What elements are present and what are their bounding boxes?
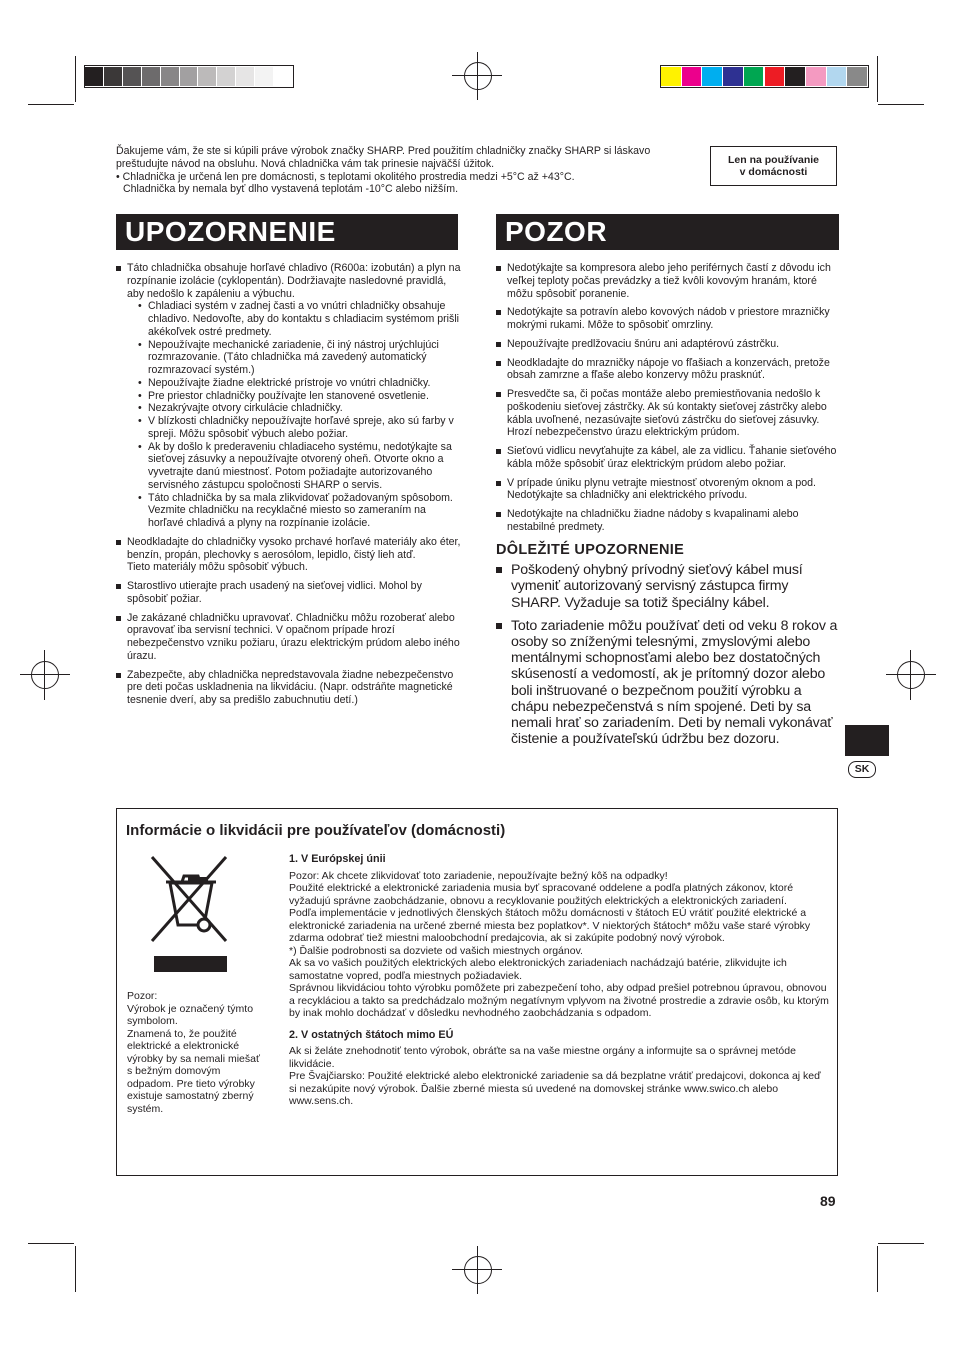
warning-subitem: • Ak by došlo k prederaveniu chladiaceho systému, nedotýkajte sa sieťovej zásuvky a nepoužívajte otvorený oheň. Otvorte okno a vyvetrajte danú miestnosť. Potom požiadajte autorizovaného servisného zástupcu spoločnosti SHARP o servis. bbox=[137, 441, 461, 492]
registration-line bbox=[44, 650, 45, 700]
crop-mark bbox=[877, 1246, 878, 1292]
crop-mark bbox=[877, 56, 878, 102]
caution-item: Presvedčte sa, či počas montáže alebo premiestňovania nedošlo k poškodeniu sieťovej zástrčky. Ak sú kontakty sieťovej zástrčky alebo kábla uvoľnené, nezasúvajte sieťovú zástrčku do sieťovej zásuvky. Hrozí nebezpečenstvo úrazu elektrickým prúdom. bbox=[496, 388, 838, 439]
other-paragraph: Pre Švajčiarsko: Použité elektrické alebo elektronické zariadenie sa dá bezplatne vrátiť predajcovi, dokonca aj keď si nezakúpite nový výrobok. Ďalšie zberné miesta sú uvedené na domovskej stránke www.swico.ch alebo www.sens.ch. bbox=[289, 1070, 821, 1107]
color-swatch bbox=[765, 67, 786, 86]
warning-item: Zabezpečte, aby chladnička nepredstavovala žiadne nebezpečenstvo pre deti počas uskladnenia na likvidáciu. (Napr. odstráňte magnetické tesnenie dverí, aby sa predišlo zabuchnutiu detí.) bbox=[116, 669, 461, 707]
color-swatch bbox=[104, 67, 123, 86]
warning-heading: UPOZORNENIE bbox=[116, 214, 458, 250]
registration-mark-left bbox=[31, 661, 59, 689]
caution-item: Neodkladajte do mrazničky nápoje vo fľašiach a konzervách, pretože obsah zamrzne a fľaše alebo konzervy môžu prasknúť. bbox=[496, 357, 838, 383]
caution-item: Nepoužívajte predlžovaciu šnúru ani adaptérovú zástrčku. bbox=[496, 338, 838, 351]
warning-item-text: Tieto materiály môžu spôsobiť výbuch. bbox=[127, 561, 308, 574]
warning-item-text: Táto chladnička obsahuje horľavé chladivo (R600a: izobután) a plyn na rozpínanie izolácie (cyklopentán). Dodržiavajte nasledovné pravidlá, aby nedošlo k zapáleniu a výbuchu. bbox=[127, 262, 461, 300]
crossed-bin-icon bbox=[148, 853, 230, 975]
warning-item: Starostlivo utierajte prach usadený na sieťovej vidlici. Mohol by spôsobiť požiar. bbox=[116, 580, 461, 606]
color-swatch bbox=[661, 67, 682, 86]
page-number: 89 bbox=[820, 1193, 836, 1209]
warning-item-text: Neodkladajte do chladničky vysoko prchavé horľavé materiály ako éter, benzín, propán, plechovky s aerosólom, lepidlo, čistý lieh atď. bbox=[127, 535, 461, 561]
caution-item: V prípade úniku plynu vetrajte miestnosť otvoreným oknom a pod. Nedotýkajte sa chladničky ani elektrického prívodu. bbox=[496, 477, 838, 503]
registration-line bbox=[477, 52, 478, 100]
color-swatch bbox=[180, 67, 199, 86]
language-badge: SK bbox=[848, 761, 876, 778]
note-line: Znamená to, že použité elektrické a elektronické výrobky by sa nemali miešať s bežným domovým odpadom. Pre tieto výrobky existuje samostatný zberný systém. bbox=[127, 1027, 260, 1115]
warning-subitem: • Táto chladnička by sa mala zlikvidovať požadovaným spôsobom. Vezmite chladničku na recyklačné miesto so zameraním na horľavé chladivá a plyny na rozpínanie izolácie. bbox=[137, 492, 461, 530]
eu-paragraph: Použité elektrické a elektronické zariadenia musia byť spracované oddelene a podľa platných zákonov, ktoré vyžadujú správne zaobchádzanie, obnovu a recyklovanie použitých elektrických a elektronických zariadení. bbox=[289, 882, 794, 907]
color-swatch bbox=[85, 67, 104, 86]
color-swatch bbox=[161, 67, 180, 86]
registration-line bbox=[20, 674, 70, 675]
intro-line: Ďakujeme vám, že ste si kúpili práve výrobok značky SHARP. Pred použitím chladničky značky SHARP si láskavo preštudujte návod na obsluhu. Nová chladnička vám tak prinesie najväčší úžitok. bbox=[116, 145, 651, 170]
color-swatch bbox=[123, 67, 142, 86]
disposal-note bbox=[127, 990, 265, 1115]
other-heading: 2. V ostatných štátoch mimo EÚ bbox=[289, 1028, 454, 1041]
disposal-text bbox=[289, 853, 829, 1108]
other-paragraph: Ak si želáte znehodnotiť tento výrobok, obráťte sa na vaše miestne orgány a informujte sa o správnej metóde likvidácie. bbox=[289, 1045, 796, 1070]
color-swatch bbox=[827, 67, 848, 86]
crop-mark bbox=[878, 104, 924, 105]
warning-item bbox=[116, 536, 461, 574]
caution-item: Nedotýkajte sa potravín alebo kovových nádob v priestore mrazničky mokrými rukami. Môže to spôsobiť omrzliny. bbox=[496, 306, 838, 332]
crop-mark bbox=[28, 1243, 74, 1244]
important-item: Toto zariadenie môžu používať deti od veku 8 rokov a osoby so zníženými telesnými, zmyslovými alebo mentálnymi schopnosťami alebo bez dostatočných skúseností a vedomostí, ak je prítomný dozor alebo boli inštruované o bezpečnom použití výrobku a chápu nebezpečenstvá s ním spojené. Deti by sa nemali hrať so zariadením. Deti by nemali vykonávať čistenie a používateľskú údržbu bez dozoru. bbox=[496, 618, 838, 748]
eu-heading: 1. V Európskej únii bbox=[289, 853, 386, 865]
intro-line: • Chladnička je určená len pre domácnosti, s teplotami okolitého prostredia medzi +5°C až +43°C. bbox=[116, 170, 575, 183]
registration-line bbox=[886, 674, 936, 675]
home-use-label bbox=[710, 146, 837, 186]
intro-line: Chladnička by nemala byť dlho vystavená teplotám -10°C alebo nižším. bbox=[123, 183, 459, 196]
warning-subitem: • Nezakrývajte otvory cirkulácie chladničky. bbox=[137, 402, 461, 415]
color-swatch bbox=[785, 67, 806, 86]
eu-paragraph: Pozor: Ak chcete zlikvidovať toto zariadenie, nepoužívajte bežný kôš na odpadky! bbox=[289, 869, 668, 882]
warning-subitem: • Nepoužívajte mechanické zariadenie, či iný nástroj urýchlujúci rozmrazovanie. (Táto chladnička má zavedený automatický rozmrazovací systém.) bbox=[137, 339, 461, 377]
caution-heading: POZOR bbox=[496, 214, 839, 250]
caution-item: Nedotýkajte sa kompresora alebo jeho periférnych častí z dôvodu ich veľkej teploty počas prevádzky a tiež kvôli kovovým hranám, ktoré môžu spôsobiť poranenie. bbox=[496, 262, 838, 300]
crop-mark bbox=[878, 1243, 924, 1244]
home-use-line: Len na používanie bbox=[727, 154, 819, 166]
important-item: Poškodený ohybný prívodný sieťový kábel musí vymeniť autorizovaný servisný zástupca firmy SHARP. Vyžaduje sa totiž špeciálny kábel. bbox=[496, 562, 838, 611]
color-swatch bbox=[217, 67, 236, 86]
important-heading: DÔLEŽITÉ UPOZORNENIE bbox=[496, 541, 685, 558]
crop-mark bbox=[75, 1246, 76, 1292]
warning-item bbox=[116, 262, 461, 530]
eu-paragraph: Podľa implementácie v jednotlivých členských štátoch môžu domácnosti v štátoch EÚ vrátiť použité elektrické a elektronické zariadenia na určené zberné miesta bez poplatkov*. V niektorých štátoch* môžu vaše staré výrobky zdarma odobrať tiež miestni maloobchodní predajcovia, ak si zakúpite podobný nový výrobok. bbox=[289, 907, 811, 944]
disposal-title: Informácie o likvidácii pre používateľov (domácnosti) bbox=[126, 822, 506, 839]
caution-item: Nedotýkajte na chladničku žiadne nádoby s kvapalinami alebo nestabilné predmety. bbox=[496, 508, 838, 534]
color-swatch bbox=[702, 67, 723, 86]
intro-text bbox=[116, 145, 696, 196]
color-swatch bbox=[723, 67, 744, 86]
color-swatch bbox=[236, 67, 255, 86]
warning-column bbox=[116, 262, 461, 713]
caution-column bbox=[496, 262, 838, 754]
crop-mark bbox=[28, 104, 74, 105]
caution-item: Sieťovú vidlicu nevyťahujte za kábel, ale za vidlicu. Ťahanie sieťového kábla môže spôsobiť úraz elektrickým prúdom alebo požiar. bbox=[496, 445, 838, 471]
eu-paragraph: *) Ďalšie podrobnosti sa dozviete od vašich miestnych orgánov. bbox=[289, 944, 583, 957]
note-line: Výrobok je označený týmto symbolom. bbox=[127, 1002, 254, 1027]
eu-paragraph: Správnou likvidáciou tohto výrobku pomôžete pri zabezpečení toho, aby odpad prešiel potrebnou úpravou, obnovou a recykláciou a takto sa predchádzalo možným negatívnym vplyvom na životné prostredie a zdravie osôb, ku ktorým by inak mohlo dochádzať v dôsledku nevhodného zaobchádzania s odpadom. bbox=[289, 982, 829, 1019]
warning-subitem: • Chladiaci systém v zadnej časti a vo vnútri chladničky obsahuje chladivo. Nedovoľte, aby do kontaktu s chladiacim systémom prišli akékoľvek ostré predmety. bbox=[137, 300, 461, 338]
color-swatch bbox=[198, 67, 217, 86]
color-swatch bbox=[847, 67, 868, 86]
eu-paragraph: Ak sa vo vašich použitých elektrických alebo elektronických zariadeniach nachádzajú batérie, zlikvidujte ich samostatne vopred, podľa miestnych požiadaviek. bbox=[289, 957, 787, 982]
color-swatch bbox=[274, 67, 293, 86]
registration-mark-right bbox=[897, 661, 925, 689]
warning-subitem: • Nepoužívajte žiadne elektrické prístroje vo vnútri chladničky. bbox=[137, 377, 461, 390]
color-swatch bbox=[142, 67, 161, 86]
registration-mark-bottom bbox=[464, 1256, 492, 1284]
warning-subitem: • V blízkosti chladničky nepoužívajte horľavé spreje, ako sú farby v spreji. Môžu spôsobiť výbuch alebo požiar. bbox=[137, 415, 461, 441]
color-swatch bbox=[744, 67, 765, 86]
language-tab-block bbox=[845, 725, 889, 756]
crop-mark bbox=[75, 56, 76, 102]
registration-line bbox=[477, 1246, 478, 1294]
warning-subitem: • Pre priestor chladničky používajte len stanovené osvetlenie. bbox=[137, 390, 461, 403]
home-use-line: v domácnosti bbox=[739, 166, 808, 178]
warning-item: Je zakázané chladničku upravovať. Chladničku môžu rozoberať alebo opravovať iba servisní technici. V opačnom prípade hrozí nebezpečenstvo vzniku požiaru, úrazu elektrickým prúdom alebo iného úrazu. bbox=[116, 612, 461, 663]
note-line: Pozor: bbox=[127, 990, 158, 1002]
color-swatch bbox=[806, 67, 827, 86]
color-swatch bbox=[682, 67, 703, 86]
color-swatch bbox=[255, 67, 274, 86]
registration-line bbox=[910, 650, 911, 700]
registration-mark-top bbox=[464, 62, 492, 90]
